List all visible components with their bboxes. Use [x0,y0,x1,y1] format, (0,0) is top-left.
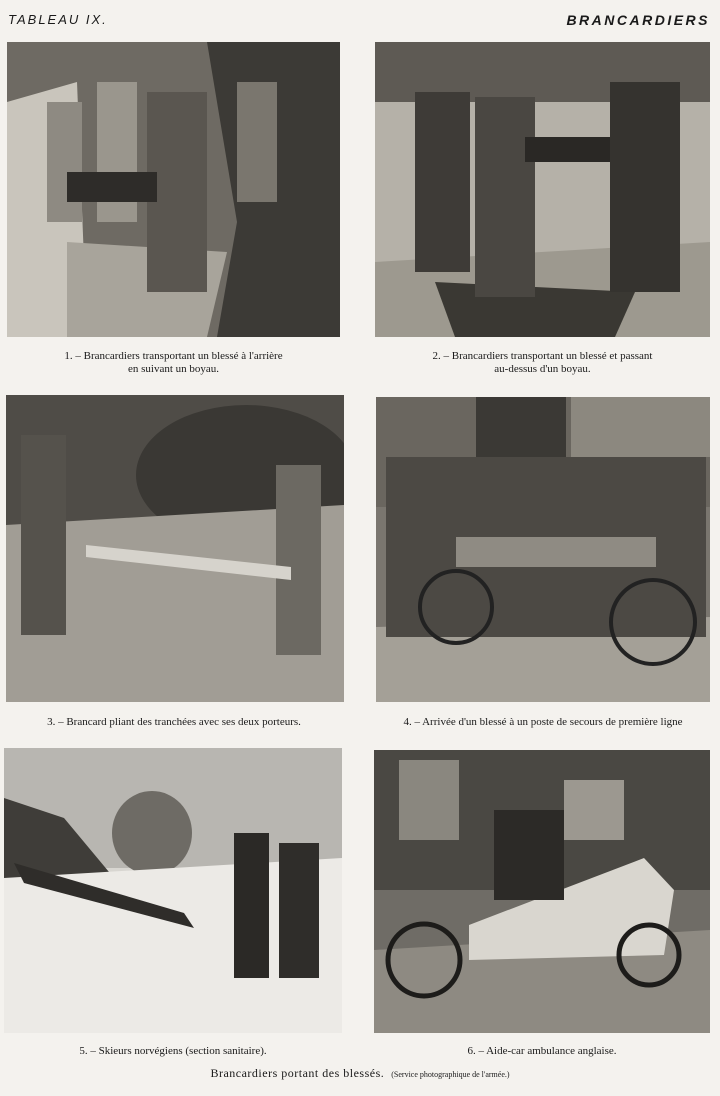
photo-credit: (Service photographique de l'armée.) [391,1070,510,1079]
caption-4: 4. – Arrivée d'un blessé à un poste de secours de première ligne [403,716,683,728]
photo-4-first-aid-post [376,397,710,702]
caption-5: 5. – Skieurs norvégiens (section sanitaire). [79,1045,267,1057]
caption-2: 2. – Brancardiers transportant un blessé et passant au-dessus d'un boyau. [432,350,653,375]
caption-3: 3. – Brancard pliant des tranchées avec ses deux porteurs. [47,716,301,728]
caption-1: 1. – Brancardiers transportant un blessé à l'arrière en suivant un boyau. [64,350,283,375]
plate-title: BRANCARDIERS [566,12,710,28]
photo-2-crossing-trench [375,42,710,337]
photo-3-folding-stretcher [6,395,344,702]
photo-5-norwegian-skiers [4,748,342,1033]
photo-1-trench-stretcher [7,42,340,337]
photo-6-sidecar-ambulance [374,750,710,1033]
caption-6: 6. – Aide-car ambulance anglaise. [467,1045,617,1057]
plate-footer [0,1066,720,1081]
footer-title: Brancardiers portant des blessés. [210,1066,385,1080]
plate-number: TABLEAU IX. [8,12,108,27]
